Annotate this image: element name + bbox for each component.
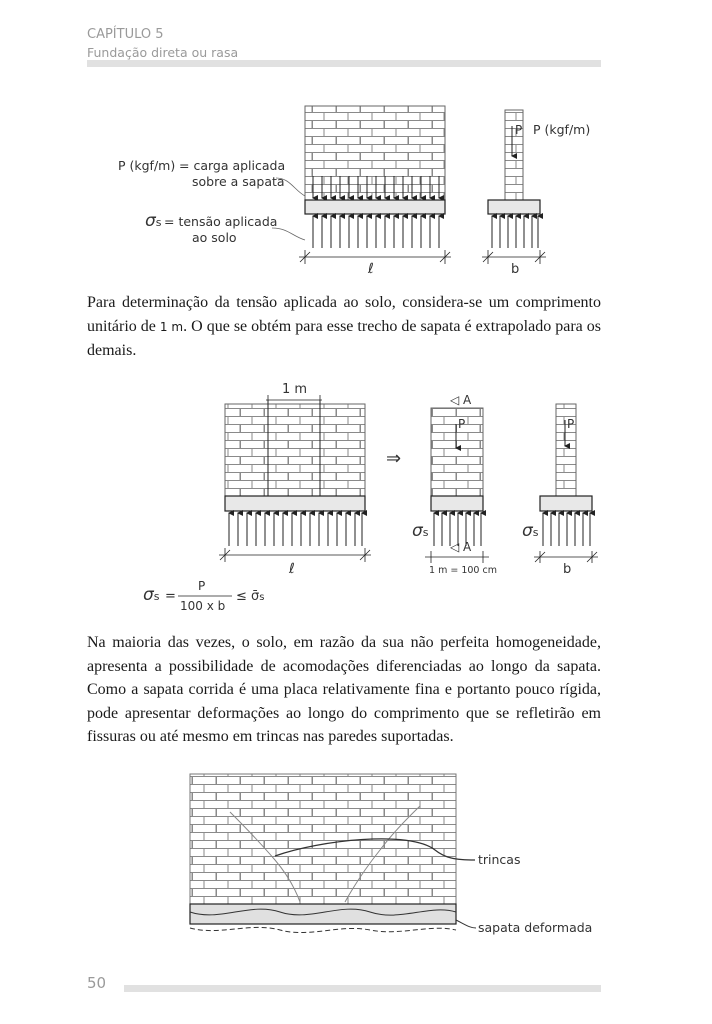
stress-definition-1: = tensão aplicada: [164, 214, 278, 229]
paragraph-differential-settlement: Na maioria das vezes, o solo, em razão da sua não perfeita homogeneidade, apresenta a possibilidade de acomodações diferenciadas ao longo da sapata. Como a sapata corrida é uma placa relativamente fina e portanto pouco rígida, pode apresentar deformações ao longo do comprimento que se refletirão em fissuras ou até mesmo em trincas nas paredes suportadas.: [87, 634, 601, 745]
paragraph-1-unit: 1 m: [159, 319, 184, 334]
figure-deformed-footing: [0, 770, 712, 940]
formula-sigma-sub: s: [153, 590, 160, 603]
formula-relation-text: ≤ σ̄: [236, 589, 260, 604]
middle-sigma: [412, 521, 429, 541]
right-sigma-sub: s: [532, 526, 539, 539]
chapter-subtitle: Fundação direta ou rasa: [87, 45, 239, 60]
running-header: [87, 26, 238, 62]
dim-1m-100cm: 1 m = 100 cm: [429, 565, 497, 576]
paragraph-unit-length: [87, 291, 601, 363]
figure-unit-length-analysis: [0, 375, 712, 615]
dim-width-label: b: [511, 262, 520, 277]
load-definition-2: sobre a sapata: [192, 174, 285, 189]
load-label: P (kgf/m): [118, 158, 176, 173]
deformed-footing-label: sapata deformada: [478, 920, 593, 935]
middle-sigma-glyph: σ: [412, 521, 423, 541]
right-load-p: P: [567, 417, 575, 431]
formula-numerator: P: [198, 579, 206, 593]
sigma-symbol: [145, 211, 162, 231]
dim-1m-label: 1 m: [282, 382, 308, 397]
formula-relation-sub: s: [259, 592, 265, 603]
implies-arrow: ⇒: [386, 448, 402, 469]
paragraph-1-text-a: Para determinação da tensão aplicada ao solo, considera-se um comprimento unitário de: [87, 294, 601, 335]
stress-definition-2: ao solo: [192, 230, 237, 245]
section-a-bottom-label: A: [463, 540, 472, 554]
header-rule: [87, 60, 601, 67]
sigma-glyph: σ: [145, 211, 156, 231]
sigma-subscript: s: [155, 216, 162, 229]
section-load-p: P: [515, 123, 523, 137]
figure-strip-footing-loads: [0, 100, 712, 280]
dim-length-label-2: ℓ: [289, 561, 295, 577]
formula-sigma: σ: [143, 585, 154, 605]
formula-equals: =: [165, 589, 176, 604]
page-number: 50: [87, 974, 107, 992]
section-mark-a-top: ◁ A: [450, 393, 472, 407]
section-load-unit: P (kgf/m): [533, 122, 591, 137]
middle-sigma-sub: s: [422, 526, 429, 539]
cracks-label: trincas: [478, 852, 521, 867]
dim-width-label-2: b: [563, 562, 572, 577]
load-definition-1: = carga aplicada: [179, 158, 286, 173]
section-mark-a-bottom: ◁ A: [450, 540, 472, 554]
footer-rule: [124, 985, 601, 992]
paragraph-1-text-b: . O que se obtém para esse trecho de sapata é extrapolado para os demais.: [87, 317, 601, 359]
formula-relation: [236, 589, 264, 604]
right-sigma-glyph: σ: [522, 521, 533, 541]
dim-length-label: ℓ: [368, 261, 374, 277]
middle-load-p: P: [458, 417, 466, 431]
formula-lhs: [143, 585, 160, 605]
section-a-top-label: A: [463, 393, 472, 407]
chapter-label: CAPÍTULO 5: [87, 27, 164, 42]
right-sigma: [522, 521, 539, 541]
formula-denominator: 100 x b: [180, 599, 226, 613]
